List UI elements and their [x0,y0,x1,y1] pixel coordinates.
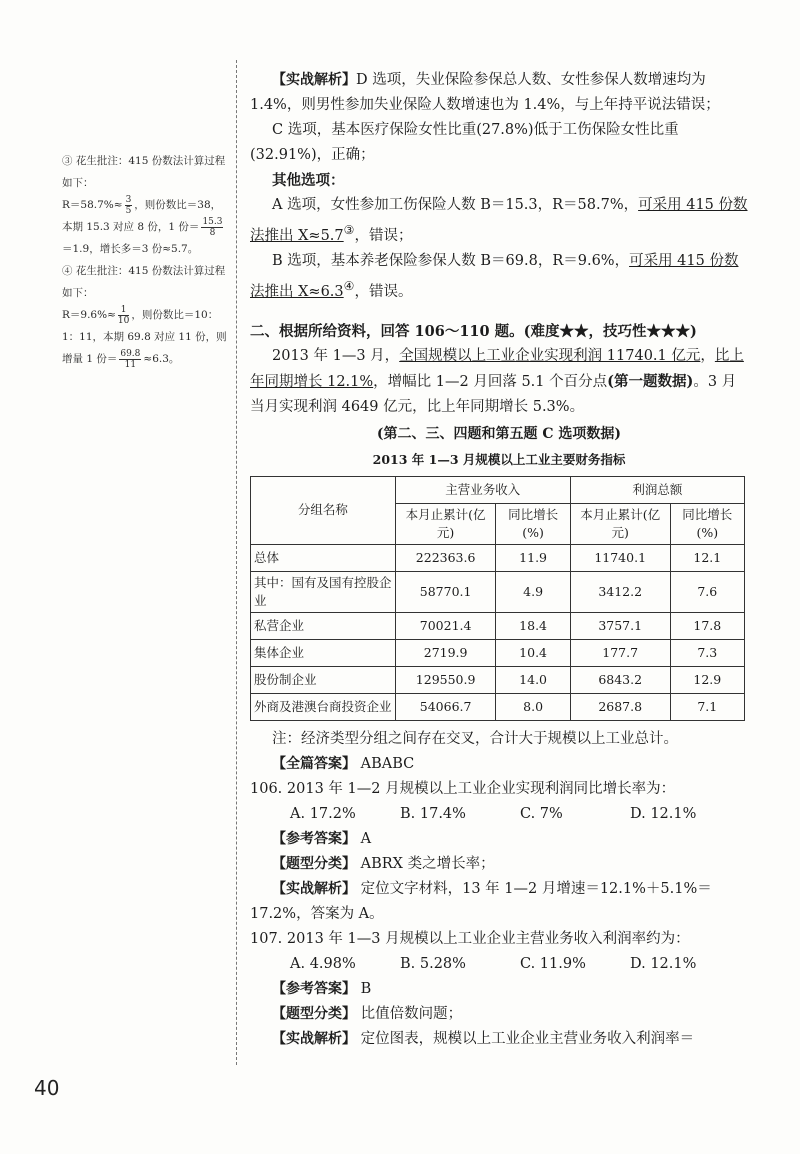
margin-divider [236,60,245,1065]
table-cell-pro-g: 7.1 [670,693,744,720]
fraction: $\frac{69.8}{11}$ [120,348,141,370]
table-cell-pro: 2687.8 [570,693,670,720]
table-caption: (第二、三、四题和第五题 C 选项数据) [376,425,622,442]
financial-table [250,476,745,721]
table-cell-rev: 2719.9 [395,639,496,666]
option-c: C. 11.9% [520,955,586,972]
fraction: $\frac{3}{5}$ [125,194,132,216]
option-b: B. 5.28% [400,955,466,972]
table-title: 2013 年 1—3 月规模以上工业主要财务指标 [372,451,626,467]
table-cell-rev: 129550.9 [395,666,496,693]
margin-note-3: ③ 花生批注：415 份数法计算过程如下： R＝58.7%≈ $\frac{3}{5}$ ，则份数比＝38，本期 15.3 对应 8 份，1 份＝ $\frac{15.3}{8}$ ＝1.9，增长多＝3 份≈5.7。 [62,155,226,255]
table-cell-name: 外商及港澳台商投资企业 [251,693,396,720]
table-cell-pro-g: 7.3 [670,639,744,666]
table-body [251,544,745,720]
table-cell-rev: 58770.1 [395,571,496,612]
table-header-row [251,476,745,503]
margin-notes [62,150,230,370]
table-cell-name: 其中：国有及国有控股企业 [251,571,396,612]
table-cell-name: 私营企业 [251,612,396,639]
header-revenue: 主营业务收入 [395,476,570,503]
table-cell-rev: 222363.6 [395,544,496,571]
section-intro: 2013 年 1—3 月，全国规模以上工业企业实现利润 11740.1 亿元，比上年同期增长 12.1%，增幅比 1—2 月回落 5.1 个百分点(第一题数据)。3 月当月实现利润 4649 亿元，比上年同期增长 5.3%。 [250,347,744,415]
header-group: 分组名称 [251,476,396,544]
table-cell-pro: 6843.2 [570,666,670,693]
option-d: D. 12.1% [630,805,697,822]
table-row [251,639,745,666]
fraction: $\frac{15.3}{8}$ [202,216,223,238]
table-cell-rev-g: 18.4 [496,612,570,639]
table-cell-pro: 3757.1 [570,612,670,639]
q106-reference-answer: 【参考答案】 A [272,830,372,847]
table-row [251,544,745,571]
table-cell-pro-g: 7.6 [670,571,744,612]
table-note: 注：经济类型分组之间存在交叉，合计大于规模以上工业总计。 [272,730,678,747]
main-content [250,68,748,1052]
option-b: B. 17.4% [400,805,466,822]
table-cell-pro-g: 12.9 [670,666,744,693]
full-answer: 【全篇答案】 ABABC [272,755,415,772]
option-d: D. 12.1% [630,955,697,972]
page-number: 40 [34,1076,60,1100]
table-cell-rev: 54066.7 [395,693,496,720]
section-heading: 二、根据所给资料，回答 106～110 题。(难度★★，技巧性★★★) [250,322,697,340]
table-cell-pro-g: 12.1 [670,544,744,571]
table-cell-rev-g: 8.0 [496,693,570,720]
question-107-options [250,952,748,977]
q107-type: 【题型分类】 比值倍数问题； [272,1005,463,1022]
table-cell-rev: 70021.4 [395,612,496,639]
table-cell-rev-g: 10.4 [496,639,570,666]
option-a-paragraph: A 选项，女性参加工伤保险人数 B＝15.3，R＝58.7%，可采用 415 份数法推出 X≈5.7③，错误； [250,197,748,244]
table-row [251,666,745,693]
option-c: C. 7% [520,805,563,822]
table-cell-pro-g: 17.8 [670,612,744,639]
question-106-options [250,802,748,827]
table-row [251,693,745,720]
table-row [251,612,745,639]
table-cell-pro: 11740.1 [570,544,670,571]
q107-reference-answer: 【参考答案】 B [272,980,372,997]
analysis-paragraph: 【实战解析】D 选项，失业保险参保总人数、女性参保人数增速均为 1.4%，则男性参加失业保险人数增速也为 1.4%，与上年持平说法错误； [250,72,720,113]
option-b-paragraph: B 选项，基本养老保险参保人数 B＝69.8，R＝9.6%，可采用 415 份数法推出 X≈6.3④，错误。 [250,252,739,300]
table-subheader-row: 本月止累计(亿元) 同比增长(%) 本月止累计(亿元) 同比增长(%) [251,503,745,544]
q107-analysis: 【实战解析】 定位图表，规模以上工业企业主营业务收入利润率＝ [272,1030,695,1047]
table-cell-name: 总体 [251,544,396,571]
header-profit: 利润总额 [570,476,744,503]
other-options-heading: 其他选项： [272,172,345,189]
table-cell-pro: 177.7 [570,639,670,666]
q106-type: 【题型分类】 ABRX 类之增长率； [272,855,495,872]
table-cell-name: 股份制企业 [251,666,396,693]
question-107-stem: 107. 2013 年 1—3 月规模以上工业企业主营业务收入利润率约为： [250,930,690,947]
table-cell-pro: 3412.2 [570,571,670,612]
table-cell-rev-g: 14.0 [496,666,570,693]
table-cell-rev-g: 4.9 [496,571,570,612]
q106-analysis: 【实战解析】 定位文字材料，13 年 1—2 月增速＝12.1%＋5.1%＝17.2%，答案为 A。 [250,880,712,922]
question-106-stem: 106. 2013 年 1—2 月规模以上工业企业实现利润同比增长率为： [250,780,676,797]
table-cell-rev-g: 11.9 [496,544,570,571]
table-row [251,571,745,612]
option-a: A. 17.2% [290,805,356,822]
margin-note-4: ④ 花生批注：415 份数法计算过程如下： R＝9.6%≈ $\frac{1}{10}$ ，则份数比＝10：1：11，本期 69.8 对应 11 份，则增量 1 份＝ $\frac{69.8}{11}$ ≈6.3。 [62,265,227,370]
table-cell-name: 集体企业 [251,639,396,666]
option-a: A. 4.98% [290,955,356,972]
option-c-paragraph: C 选项，基本医疗保险女性比重(27.8%)低于工伤保险女性比重(32.91%)，正确； [250,122,679,163]
fraction: $\frac{1}{10}$ [117,304,130,326]
